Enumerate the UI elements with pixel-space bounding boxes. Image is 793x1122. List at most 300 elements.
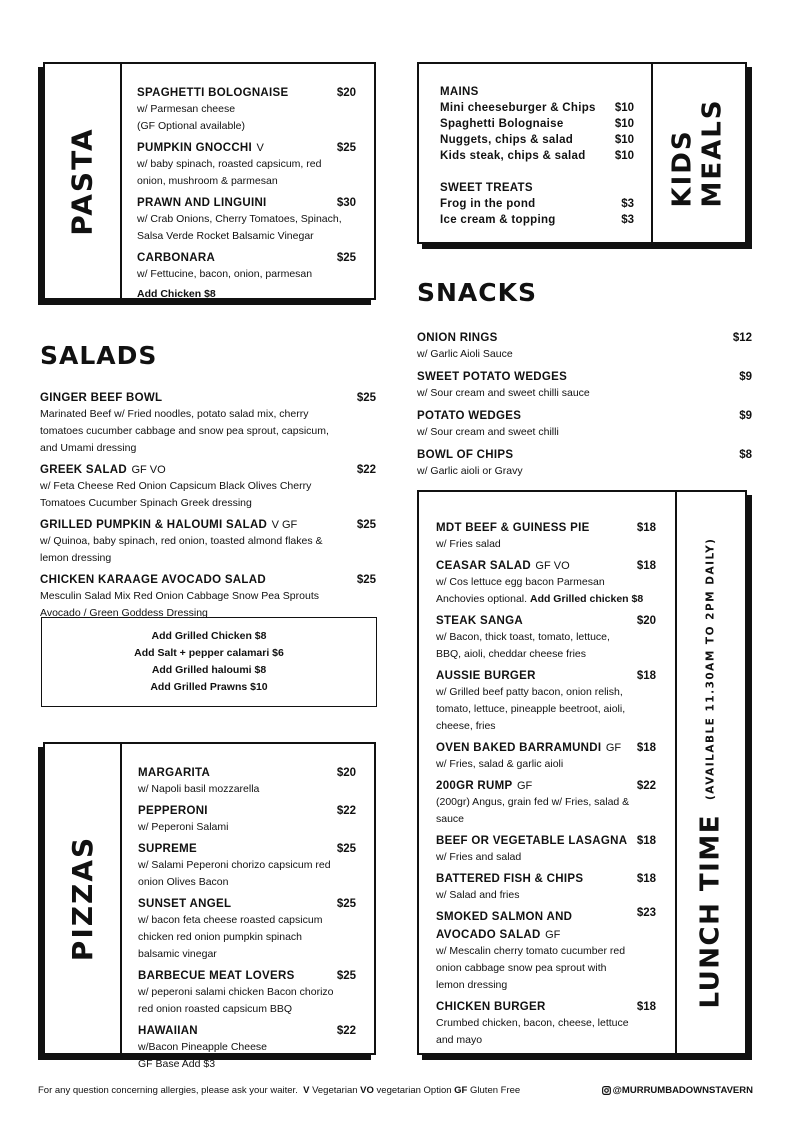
description-text: BBQ, aioli, cheddar cheese fries <box>436 648 586 660</box>
menu-item-price: $20 <box>336 87 356 99</box>
menu-item-description <box>436 794 656 811</box>
lunch-time-availability: (AVAILABLE 11.30AM TO 2PM DAILY) <box>704 537 717 800</box>
menu-item-name-wrap <box>137 193 267 211</box>
menu-item-name-wrap <box>436 869 583 887</box>
menu-item-name-line2: AVOCADO SALAD <box>436 929 541 941</box>
menu-item <box>137 248 356 283</box>
instagram-icon <box>602 1086 611 1095</box>
menu-item-name: SUPREME <box>138 843 197 855</box>
kids-menu-item <box>440 132 634 148</box>
kids-menu-item <box>440 116 634 132</box>
kids-item-name: Kids steak, chips & salad <box>440 150 586 162</box>
menu-item <box>436 831 656 866</box>
menu-item-description <box>40 495 376 512</box>
description-text: w/ Fries and salad <box>436 851 522 863</box>
description-text: balsamic vinegar <box>138 948 217 960</box>
menu-item-name: PRAWN AND LINGUINI <box>137 197 267 209</box>
description-text: w/ Quinoa, baby spinach, red onion, toasted almond flakes & <box>40 535 323 547</box>
kids-mains-heading: MAINS <box>440 86 479 98</box>
menu-item-name-wrap <box>138 894 231 912</box>
kids-treat-price: $3 <box>621 214 634 226</box>
menu-item-name: STEAK SANGA <box>436 615 524 627</box>
menu-item-header <box>40 515 376 533</box>
menu-item-description <box>436 718 656 735</box>
description-text: (200gr) Angus, grain fed w/ Fries, salad & <box>436 796 630 808</box>
kids-menu-item <box>440 148 634 164</box>
menu-item <box>436 666 656 735</box>
description-text: and Umami dressing <box>40 442 137 454</box>
description-text: w/ Crab Onions, Cherry Tomatoes, Spinach, <box>137 213 342 225</box>
menu-item-price: $9 <box>739 410 752 422</box>
v-label: Vegetarian <box>312 1085 358 1096</box>
menu-item-description <box>436 960 656 977</box>
description-text: w/ Parmesan cheese <box>137 103 236 115</box>
kids-menu-item <box>440 100 634 116</box>
menu-item-name-wrap <box>417 367 567 385</box>
menu-item-name-wrap <box>138 966 295 984</box>
pasta-section <box>43 62 376 300</box>
menu-item-name-wrap <box>436 556 570 574</box>
menu-item-name: PUMPKIN GNOCCHI <box>137 142 253 154</box>
menu-item-header <box>138 894 356 912</box>
menu-item-header <box>417 445 752 463</box>
salads-list <box>40 388 376 625</box>
salad-addon-item: Add Grilled Prawns $10 <box>150 681 268 693</box>
description-text: w/ Fries salad <box>436 538 501 550</box>
menu-item <box>40 460 376 512</box>
menu-item-header <box>137 248 356 266</box>
v-key: V <box>303 1085 310 1096</box>
description-text: Crumbed chicken, bacon, cheese, lettuce <box>436 1017 629 1029</box>
menu-item-description: w/ Garlic Aioli Sauce <box>417 348 513 360</box>
menu-item <box>137 193 356 245</box>
kids-item-price: $10 <box>614 118 634 130</box>
menu-item-price: $20 <box>636 615 656 627</box>
menu-item-price: $23 <box>636 907 656 919</box>
menu-item-price: $30 <box>336 197 356 209</box>
kids-title-line1: KIDS <box>668 129 698 208</box>
menu-item-name: 200GR RUMP <box>436 780 513 792</box>
menu-item <box>138 763 356 798</box>
description-text: w/ Fettucine, bacon, onion, parmesan <box>137 268 313 280</box>
menu-item-header <box>417 328 752 346</box>
menu-item-description: w/ Garlic aioli or Gravy <box>417 465 523 477</box>
menu-item-name: ONION RINGS <box>417 332 498 344</box>
salads-heading: SALADS <box>40 341 158 370</box>
menu-item-name: CHICKEN KARAAGE AVOCADO SALAD <box>40 574 266 586</box>
description-text: w/ Napoli basil mozzarella <box>138 783 260 795</box>
kids-item-price: $10 <box>614 134 634 146</box>
menu-item-header <box>138 801 356 819</box>
menu-item <box>138 839 356 891</box>
menu-item-description: w/ Sour cream and sweet chilli sauce <box>417 387 590 399</box>
pizzas-section <box>43 742 376 1070</box>
menu-item-name-wrap <box>40 515 297 533</box>
menu-item-name-wrap <box>436 611 523 629</box>
gf-label: Gluten Free <box>470 1085 521 1096</box>
menu-item-description <box>436 1032 656 1049</box>
menu-item-description <box>436 756 656 773</box>
menu-item-name: SUNSET ANGEL <box>138 898 232 910</box>
menu-item-description <box>436 574 656 591</box>
lunch-time-title <box>695 537 725 1008</box>
description-text: sauce <box>436 813 465 825</box>
menu-item-description <box>137 118 356 135</box>
menu-item-price: $22 <box>356 464 376 476</box>
social-handle-text: @MURRUMBADOWNSTAVERN <box>612 1085 753 1096</box>
menu-item-price: $18 <box>636 522 656 534</box>
menu-item <box>417 445 752 480</box>
description-text: Mesculin Salad Mix Red Onion Cabbage Snow Pea Sprouts <box>40 590 319 602</box>
salad-addon-item: Add Salt + pepper calamari $6 <box>134 647 284 659</box>
menu-item-name: AUSSIE BURGER <box>436 670 536 682</box>
menu-item-name-wrap <box>137 83 288 101</box>
menu-item-name: CEASAR SALAD <box>436 560 531 572</box>
salad-addons-list <box>134 628 284 696</box>
kids-item-price: $10 <box>614 150 634 162</box>
description-text: lemon dressing <box>40 552 112 564</box>
snacks-list <box>417 328 752 484</box>
dietary-tag: V GF <box>271 519 298 531</box>
menu-item-description <box>138 1001 356 1018</box>
menu-item-description <box>436 646 656 663</box>
menu-item-addon: Add Grilled chicken $8 <box>529 593 644 605</box>
menu-item-description <box>138 929 356 946</box>
menu-item-name: BARBECUE MEAT LOVERS <box>138 970 295 982</box>
salad-addon-item: Add Grilled haloumi $8 <box>151 664 267 676</box>
kids-item-price: $10 <box>614 102 634 114</box>
menu-item-header <box>138 966 356 984</box>
menu-item <box>436 738 656 773</box>
menu-item-name-wrap <box>417 445 513 463</box>
description-text: GF Base Add $3 <box>138 1058 216 1070</box>
menu-item-description <box>138 946 356 963</box>
menu-item-description <box>40 533 376 550</box>
menu-item-description <box>138 1056 356 1073</box>
description-text: w/ Mescalin cherry tomato cucumber red <box>436 945 626 957</box>
description-text: lemon dressing <box>436 979 508 991</box>
dietary-tag: GF <box>545 929 561 941</box>
menu-item-description <box>137 156 356 173</box>
menu-item-name: CARBONARA <box>137 252 216 264</box>
menu-item-name-wrap <box>436 738 621 756</box>
kids-treat-price: $3 <box>621 198 634 210</box>
menu-item-name: BOWL OF CHIPS <box>417 449 514 461</box>
menu-item-header <box>138 1021 356 1039</box>
menu-item-header <box>436 831 656 849</box>
menu-item-price: $12 <box>732 332 752 344</box>
menu-item-header <box>436 997 656 1015</box>
description-text: onion cabbage snow pea sprout with <box>436 962 607 974</box>
description-text: chicken red onion pumpkin spinach <box>138 931 303 943</box>
menu-item-name-wrap <box>436 997 546 1015</box>
menu-item-header <box>436 907 656 943</box>
kids-meals-title <box>668 98 728 207</box>
description-text: Avocado / Green Goddess Dressing <box>40 607 208 619</box>
menu-item <box>436 556 656 608</box>
kids-treats-heading: SWEET TREATS <box>440 182 533 194</box>
kids-item-name: Mini cheeseburger & Chips <box>440 102 596 114</box>
menu-item-description <box>436 811 656 828</box>
menu-item-description <box>40 406 376 423</box>
menu-item-header <box>436 738 656 756</box>
description-text: w/ Cos lettuce egg bacon Parmesan <box>436 576 605 588</box>
dietary-tag: GF <box>605 742 622 754</box>
menu-item-header <box>137 138 356 156</box>
description-text: w/ Salami Peperoni chorizo capsicum red <box>138 859 331 871</box>
menu-item-name: HAWAIIAN <box>138 1025 198 1037</box>
menu-item-description <box>138 874 356 891</box>
menu-item <box>436 518 656 553</box>
menu-item-header <box>138 839 356 857</box>
menu-item-price: $18 <box>636 835 656 847</box>
menu-item-name: OVEN BAKED BARRAMUNDI <box>436 742 602 754</box>
menu-item-description: w/ Sour cream and sweet chilli <box>417 426 559 438</box>
description-text: w/ Peperoni Salami <box>138 821 229 833</box>
menu-item-header <box>137 193 356 211</box>
menu-item-name-wrap <box>137 248 215 266</box>
menu-item-name-wrap <box>417 406 521 424</box>
menu-item-description <box>436 1015 656 1032</box>
menu-item-name-wrap <box>436 907 572 943</box>
description-text: w/ Bacon, thick toast, tomato, lettuce, <box>436 631 610 643</box>
menu-item-header <box>417 367 752 385</box>
menu-item-price: $18 <box>636 873 656 885</box>
menu-item-name-wrap <box>137 138 264 156</box>
dietary-tag: GF VO <box>535 560 570 572</box>
menu-item-description <box>40 478 376 495</box>
description-text: w/ Feta Cheese Red Onion Capsicum Black Olives Cherry <box>40 480 312 492</box>
menu-item-description <box>138 1039 356 1056</box>
menu-item-header <box>436 776 656 794</box>
kids-meals-section <box>417 62 747 244</box>
menu-item-price: $18 <box>636 560 656 572</box>
menu-item-header <box>436 556 656 574</box>
menu-item-name: GINGER BEEF BOWL <box>40 392 163 404</box>
vo-key: VO <box>360 1085 374 1096</box>
menu-item-name: CHICKEN BURGER <box>436 1001 546 1013</box>
menu-item-description <box>137 266 356 283</box>
menu-item-price: $22 <box>336 1025 356 1037</box>
menu-item-name: PEPPERONI <box>138 805 208 817</box>
menu-item <box>436 869 656 904</box>
kids-item-name: Nuggets, chips & salad <box>440 134 574 146</box>
menu-item-name-wrap <box>436 776 532 794</box>
menu-item-description <box>436 977 656 994</box>
description-text: w/ Salad and fries <box>436 889 520 901</box>
menu-item-description <box>137 211 356 228</box>
menu-item-price: $25 <box>336 142 356 154</box>
kids-item-name: Spaghetti Bolognaise <box>440 118 564 130</box>
dietary-tag: GF VO <box>131 464 166 476</box>
menu-item-description <box>436 629 656 646</box>
menu-item-price: $18 <box>636 670 656 682</box>
menu-item-description <box>137 173 356 190</box>
description-text: Anchovies optional. <box>436 593 530 605</box>
snacks-heading: SNACKS <box>417 278 538 307</box>
menu-item-name: SMOKED SALMON AND <box>436 911 573 923</box>
menu-item-description <box>138 781 356 798</box>
description-text: Salsa Verde Rocket Balsamic Vinegar <box>137 230 314 242</box>
menu-item-price: $18 <box>636 742 656 754</box>
menu-item-name-wrap <box>138 801 208 819</box>
description-text: (GF Optional available) <box>137 120 245 132</box>
menu-item-header <box>40 460 376 478</box>
menu-item-description <box>137 101 356 118</box>
menu-item-name: GREEK SALAD <box>40 464 128 476</box>
menu-item-name-wrap <box>40 388 162 406</box>
menu-item-price: $9 <box>739 371 752 383</box>
menu-item <box>137 83 356 135</box>
description-text: cheese, fries <box>436 720 496 732</box>
menu-item-name: SWEET POTATO WEDGES <box>417 371 568 383</box>
menu-item <box>138 801 356 836</box>
menu-item <box>40 515 376 567</box>
menu-item-header <box>137 83 356 101</box>
menu-item-name: POTATO WEDGES <box>417 410 522 422</box>
menu-item-header <box>40 570 376 588</box>
gf-key: GF <box>454 1085 468 1096</box>
kids-treat-name: Frog in the pond <box>440 198 536 210</box>
kids-list <box>440 84 634 228</box>
pasta-addon: Add Chicken $8 <box>137 288 216 300</box>
description-text: w/ Grilled beef patty bacon, onion relish, <box>436 686 623 698</box>
menu-item-name-wrap <box>138 1021 198 1039</box>
vo-label: vegetarian Option <box>376 1085 452 1096</box>
menu-item-price: $22 <box>636 780 656 792</box>
pizzas-title: PIZZAS <box>66 835 100 962</box>
description-text: w/Bacon Pineapple Cheese <box>138 1041 268 1053</box>
menu-item-description <box>138 819 356 836</box>
menu-item-price: $25 <box>356 392 376 404</box>
menu-item-name: BATTERED FISH & CHIPS <box>436 873 584 885</box>
salad-addon-item: Add Grilled Chicken $8 <box>151 630 267 642</box>
menu-item-name-wrap <box>40 570 266 588</box>
menu-item-header <box>138 763 356 781</box>
menu-item-description <box>436 591 656 608</box>
menu-item <box>138 894 356 963</box>
menu-item <box>436 611 656 663</box>
description-text: red onion roasted capsicum BBQ <box>138 1003 293 1015</box>
menu-item <box>436 997 656 1049</box>
menu-item <box>40 570 376 622</box>
menu-item-description <box>436 701 656 718</box>
menu-item-description <box>436 849 656 866</box>
menu-item-name: BEEF OR VEGETABLE LASAGNA <box>436 835 628 847</box>
description-text: w/ peperoni salami chicken Bacon chorizo <box>138 986 334 998</box>
menu-item-description <box>138 912 356 929</box>
dietary-tag: V <box>256 142 264 154</box>
menu-item-name: GRILLED PUMPKIN & HALOUMI SALAD <box>40 519 268 531</box>
lunch-time-title-text: LUNCH TIME <box>695 813 726 1008</box>
menu-item-name: SPAGHETTI BOLOGNAISE <box>137 87 289 99</box>
menu-item-price: $8 <box>739 449 752 461</box>
lunch-time-section <box>417 490 747 1055</box>
menu-item-price: $20 <box>336 767 356 779</box>
menu-item-name-wrap <box>436 666 536 684</box>
menu-item-header <box>417 406 752 424</box>
menu-item-description <box>138 857 356 874</box>
menu-item-price: $25 <box>336 970 356 982</box>
menu-item-price: $25 <box>336 898 356 910</box>
description-text: Marinated Beef w/ Fried noodles, potato salad mix, cherry <box>40 408 309 420</box>
description-text: Tomatoes Cucumber Spinach Greek dressing <box>40 497 252 509</box>
menu-item <box>417 367 752 402</box>
menu-item-price: $22 <box>336 805 356 817</box>
menu-item-description <box>436 943 656 960</box>
menu-item <box>436 776 656 828</box>
dietary-tag: GF <box>516 780 533 792</box>
allergy-note <box>38 1085 520 1096</box>
description-text: w/ Fries, salad & garlic aioli <box>436 758 564 770</box>
description-text: tomato, lettuce, pineapple beetroot, aioli, <box>436 703 626 715</box>
allergy-text: For any question concerning allergies, please ask your waiter. <box>38 1085 298 1096</box>
menu-item <box>40 388 376 457</box>
menu-item-price: $25 <box>336 252 356 264</box>
description-text: and mayo <box>436 1034 483 1046</box>
menu-item-price: $25 <box>356 519 376 531</box>
kids-treat-item <box>440 196 634 212</box>
pasta-title: PASTA <box>66 126 100 236</box>
menu-item-name-wrap <box>436 831 627 849</box>
menu-item-header <box>40 388 376 406</box>
menu-item-name-wrap <box>417 328 498 346</box>
menu-item-name: MDT BEEF & GUINESS PIE <box>436 522 590 534</box>
menu-item-header <box>436 666 656 684</box>
menu-item-description <box>436 684 656 701</box>
menu-item-price: $25 <box>336 843 356 855</box>
menu-item-description <box>40 440 376 457</box>
description-text: w/ bacon feta cheese roasted capsicum <box>138 914 323 926</box>
menu-item-description <box>436 887 656 904</box>
menu-item <box>138 966 356 1018</box>
menu-item-price: $25 <box>356 574 376 586</box>
menu-item-description <box>138 984 356 1001</box>
menu-item <box>417 406 752 441</box>
menu-item-name-wrap <box>40 460 166 478</box>
menu-item <box>417 328 752 363</box>
description-text: w/ baby spinach, roasted capsicum, red <box>137 158 322 170</box>
description-text: tomatoes cucumber cabbage and snow pea sprout, capsicum, <box>40 425 329 437</box>
menu-item-description <box>40 423 376 440</box>
menu-item <box>138 1021 356 1073</box>
kids-treat-name: Ice cream & topping <box>440 214 556 226</box>
menu-item-price: $18 <box>636 1001 656 1013</box>
social-handle[interactable] <box>602 1085 753 1096</box>
menu-item-description <box>436 536 656 553</box>
lunch-list <box>436 518 656 1052</box>
menu-item-name-wrap <box>138 763 210 781</box>
menu-item-header <box>436 611 656 629</box>
menu-item-name-wrap <box>138 839 197 857</box>
kids-treat-item <box>440 212 634 228</box>
menu-item-name-wrap <box>436 518 590 536</box>
salad-addons-box <box>41 617 377 707</box>
menu-item-name: MARGARITA <box>138 767 211 779</box>
menu-item-header <box>436 869 656 887</box>
menu-item <box>137 138 356 190</box>
pasta-list <box>137 83 356 303</box>
description-text: onion Olives Bacon <box>138 876 229 888</box>
pizzas-list <box>138 763 356 1076</box>
menu-item-description <box>40 550 376 567</box>
menu-item-description <box>40 588 376 605</box>
description-text: onion, mushroom & parmesan <box>137 175 278 187</box>
footer <box>38 1085 753 1096</box>
menu-item-description <box>137 228 356 245</box>
kids-title-line2: MEALS <box>698 98 728 208</box>
menu-item-header <box>436 518 656 536</box>
